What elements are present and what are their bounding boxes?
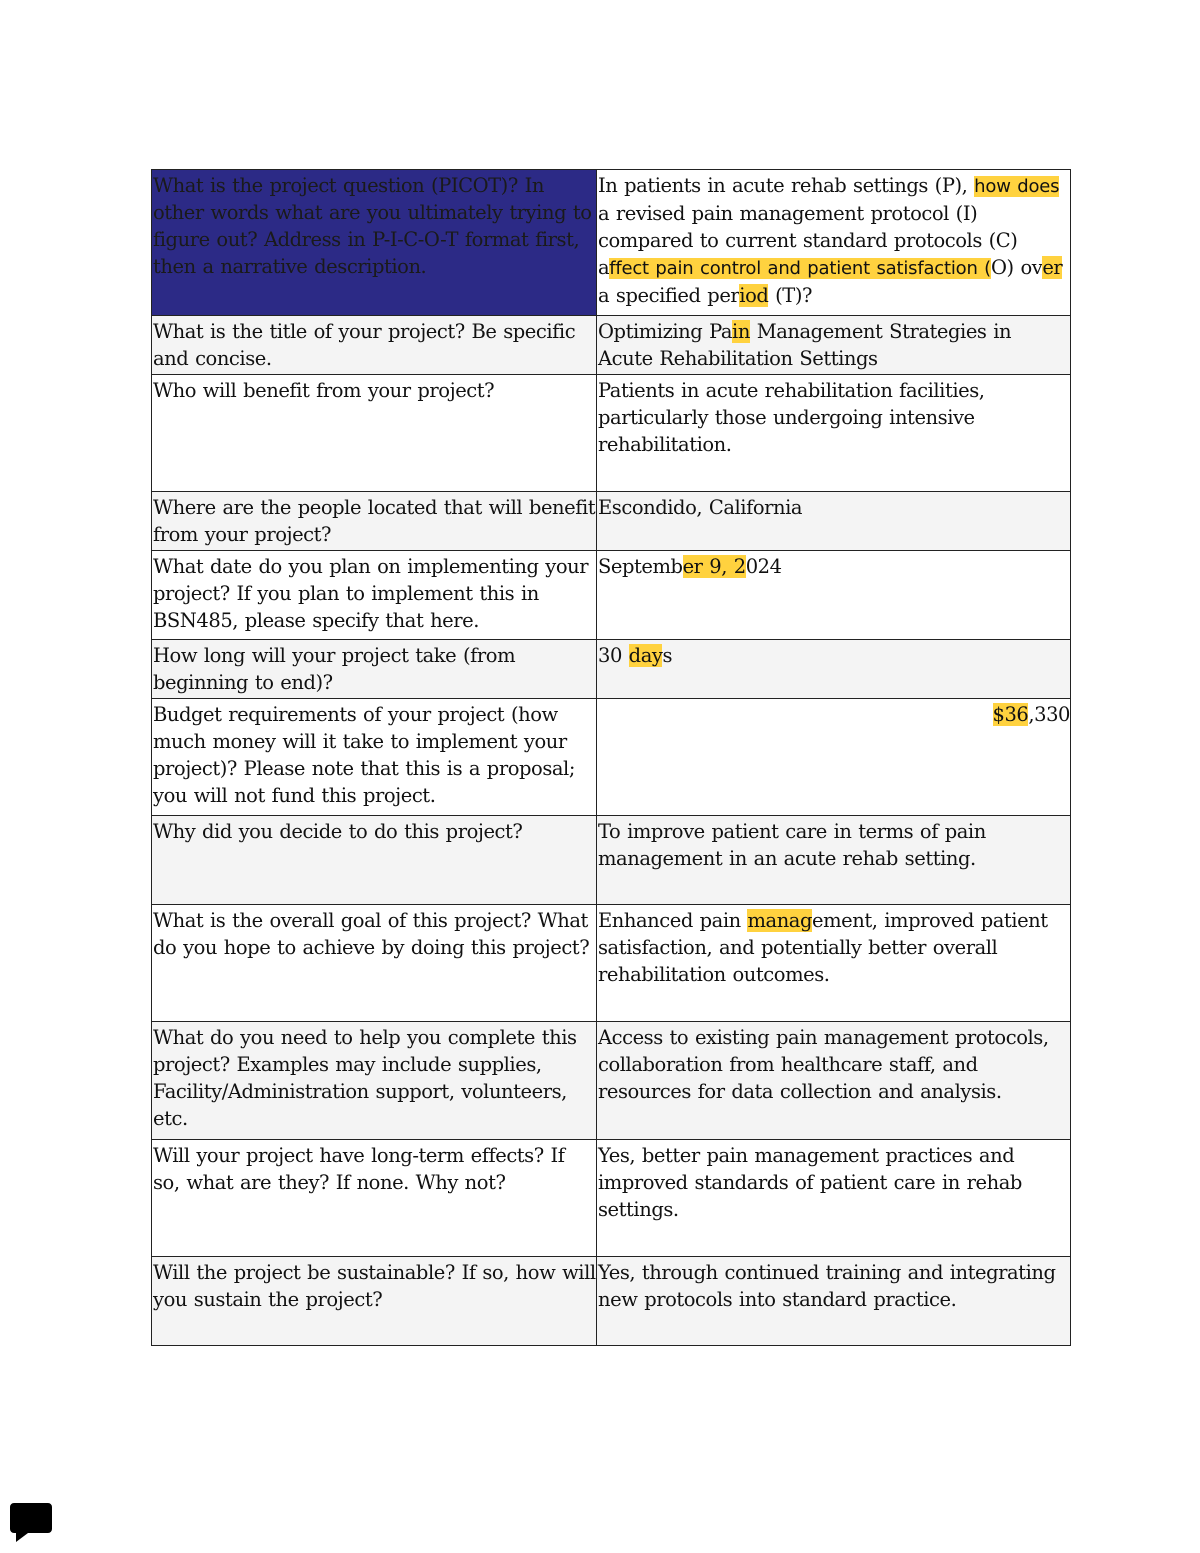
answer-cell: Enhanced pain management, improved patient satisfaction, and potentially better overall rehabilitation outcomes. (597, 905, 1071, 1022)
highlight: in (732, 320, 750, 343)
table-row (152, 375, 1071, 492)
table-row (152, 492, 1071, 551)
highlight: ffect pain control and patient satisfaction ( (609, 258, 992, 279)
question-cell: What is the title of your project? Be specific and concise. (152, 316, 597, 375)
picot-answer-cell: In patients in acute rehab settings (P), how does a revised pain management protocol (I) compared to current standard protocols (C) affect pain control and patient satisfaction (O) over a specified period (T)? (597, 170, 1071, 316)
table-row (152, 905, 1071, 1022)
question-cell: What date do you plan on implementing your project? If you plan to implement this in BSN485, please specify that here. (152, 551, 597, 640)
answer-cell: Yes, better pain management practices and improved standards of patient care in rehab settings. (597, 1140, 1071, 1257)
question-cell: What is the overall goal of this project? What do you hope to achieve by doing this project? (152, 905, 597, 1022)
question-cell: Will your project have long-term effects? If so, what are they? If none. Why not? (152, 1140, 597, 1257)
question-cell: What do you need to help you complete this project? Examples may include supplies, Facility/Administration support, volunteers, etc. (152, 1022, 597, 1140)
answer-cell: Yes, through continued training and integrating new protocols into standard practice. (597, 1257, 1071, 1346)
table-row (152, 551, 1071, 640)
table-row (152, 1257, 1071, 1346)
table-row (152, 1022, 1071, 1140)
question-cell: Why did you decide to do this project? (152, 816, 597, 905)
highlight: er 9, 2 (682, 555, 746, 578)
question-cell: Where are the people located that will benefit from your project? (152, 492, 597, 551)
question-cell: Who will benefit from your project? (152, 375, 597, 492)
answer-cell: 30 days (597, 640, 1071, 699)
answer-cell: To improve patient care in terms of pain management in an acute rehab setting. (597, 816, 1071, 905)
answer-cell: Patients in acute rehabilitation facilities, particularly those undergoing intensive rehabilitation. (597, 375, 1071, 492)
highlight: manag (747, 909, 813, 932)
budget-answer-cell: $36,330 (597, 699, 1071, 816)
answer-cell: Optimizing Pain Management Strategies in Acute Rehabilitation Settings (597, 316, 1071, 375)
answer-cell: Escondido, California (597, 492, 1071, 551)
highlight: iod (739, 284, 769, 307)
table-row (152, 170, 1071, 316)
highlight: day (628, 644, 663, 667)
question-cell: How long will your project take (from beginning to end)? (152, 640, 597, 699)
project-proposal-table (151, 169, 1071, 1346)
answer-cell: September 9, 2024 (597, 551, 1071, 640)
picot-question-cell: What is the project question (PICOT)? In other words what are you ultimately trying to figure out? Address in P-I-C-O-T format first, then a narrative description. (152, 170, 597, 316)
table-row (152, 1140, 1071, 1257)
highlight: $36 (992, 703, 1029, 726)
answer-cell: Access to existing pain management protocols, collaboration from healthcare staff, and resources for data collection and analysis. (597, 1022, 1071, 1140)
highlight: er (1042, 256, 1063, 279)
question-cell: Will the project be sustainable? If so, how will you sustain the project? (152, 1257, 597, 1346)
table-row (152, 699, 1071, 816)
question-cell: Budget requirements of your project (how much money will it take to implement your project)? Please note that this is a proposal; you will not fund this project. (152, 699, 597, 816)
highlight: how does (974, 176, 1060, 197)
chat-bubble-icon[interactable] (8, 1499, 54, 1545)
table-row (152, 640, 1071, 699)
table-row (152, 816, 1071, 905)
table-row (152, 316, 1071, 375)
